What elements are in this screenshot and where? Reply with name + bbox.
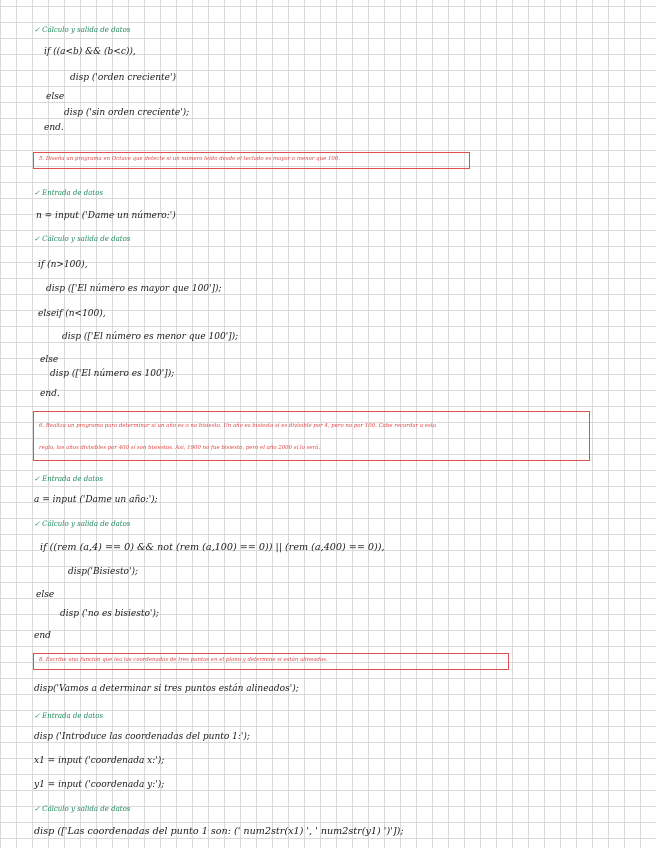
code-line: else xyxy=(40,355,59,365)
code-line: end xyxy=(34,631,51,641)
code-line: disp (['El número es mayor que 100']); xyxy=(46,284,222,294)
code-line: disp (['El número es 100']); xyxy=(50,369,175,379)
exercise-statement-box xyxy=(33,152,470,169)
section-heading: ✓ Cálculo y salida de datos xyxy=(34,26,131,34)
section-heading: ✓ Cálculo y salida de datos xyxy=(34,520,131,528)
section-heading: ✓ Entrada de datos xyxy=(34,189,104,197)
code-line: x1 = input ('coordenada x:'); xyxy=(34,756,165,766)
code-line: if (n>100), xyxy=(38,260,88,270)
exercise-statement: regla, los años divisibles por 400 sí son bisiestos. Así, 1900 no fue bisiesto, pero el año 2000 sí lo será. xyxy=(39,445,321,451)
code-line: if ((a<b) && (b<c)), xyxy=(44,47,136,57)
code-line: end. xyxy=(44,123,64,133)
code-line: end. xyxy=(40,389,60,399)
code-line: disp (['El número es menor que 100']); xyxy=(62,332,239,342)
code-line: y1 = input ('coordenada y:'); xyxy=(34,780,165,790)
code-line: if ((rem (a,4) == 0) && not (rem (a,100) == 0)) || (rem (a,400) == 0)), xyxy=(40,542,385,553)
exercise-statement: 5. Diseña un programa en Octave que detecte si un número leído desde el teclado es mayor o menor que 100. xyxy=(39,156,341,162)
section-heading: ✓ Cálculo y salida de datos xyxy=(34,235,131,243)
exercise-statement: 8. Escribe una función que lea las coordenadas de tres puntos en el plano y determine si están alineados. xyxy=(39,657,328,663)
code-line: disp ('sin orden creciente'); xyxy=(64,108,190,118)
code-line: disp (['Las coordenadas del punto 1 son: (' num2str(x1) ', ' num2str(y1) ')']); xyxy=(34,826,404,837)
section-heading: ✓ Cálculo y salida de datos xyxy=(34,805,131,813)
code-line: disp ('Introduce las coordenadas del punto 1:'); xyxy=(34,732,250,742)
exercise-statement: 6. Realiza un programa para determinar si un año es o no bisiesto. Un año es bisiesto si es divisible por 4, pero no por 100. Cabe recordar a esta xyxy=(39,423,437,429)
code-line: else xyxy=(46,92,65,102)
code-line: disp('Vamos a determinar si tres puntos están alineados'); xyxy=(34,684,299,694)
code-line: a = input ('Dame un año:'); xyxy=(34,495,158,505)
code-line: n = input ('Dame un número:') xyxy=(36,211,176,221)
section-heading: ✓ Entrada de datos xyxy=(34,475,104,483)
code-line: disp('Bisiesto'); xyxy=(68,567,138,577)
exercise-statement-box xyxy=(33,411,590,461)
code-line: disp ('no es bisiesto'); xyxy=(60,609,159,619)
code-line: disp ('orden creciente') xyxy=(70,73,176,83)
code-line: elseif (n<100), xyxy=(38,309,106,319)
code-line: else xyxy=(36,590,55,600)
section-heading: ✓ Entrada de datos xyxy=(34,712,104,720)
exercise-statement-box xyxy=(33,653,509,670)
